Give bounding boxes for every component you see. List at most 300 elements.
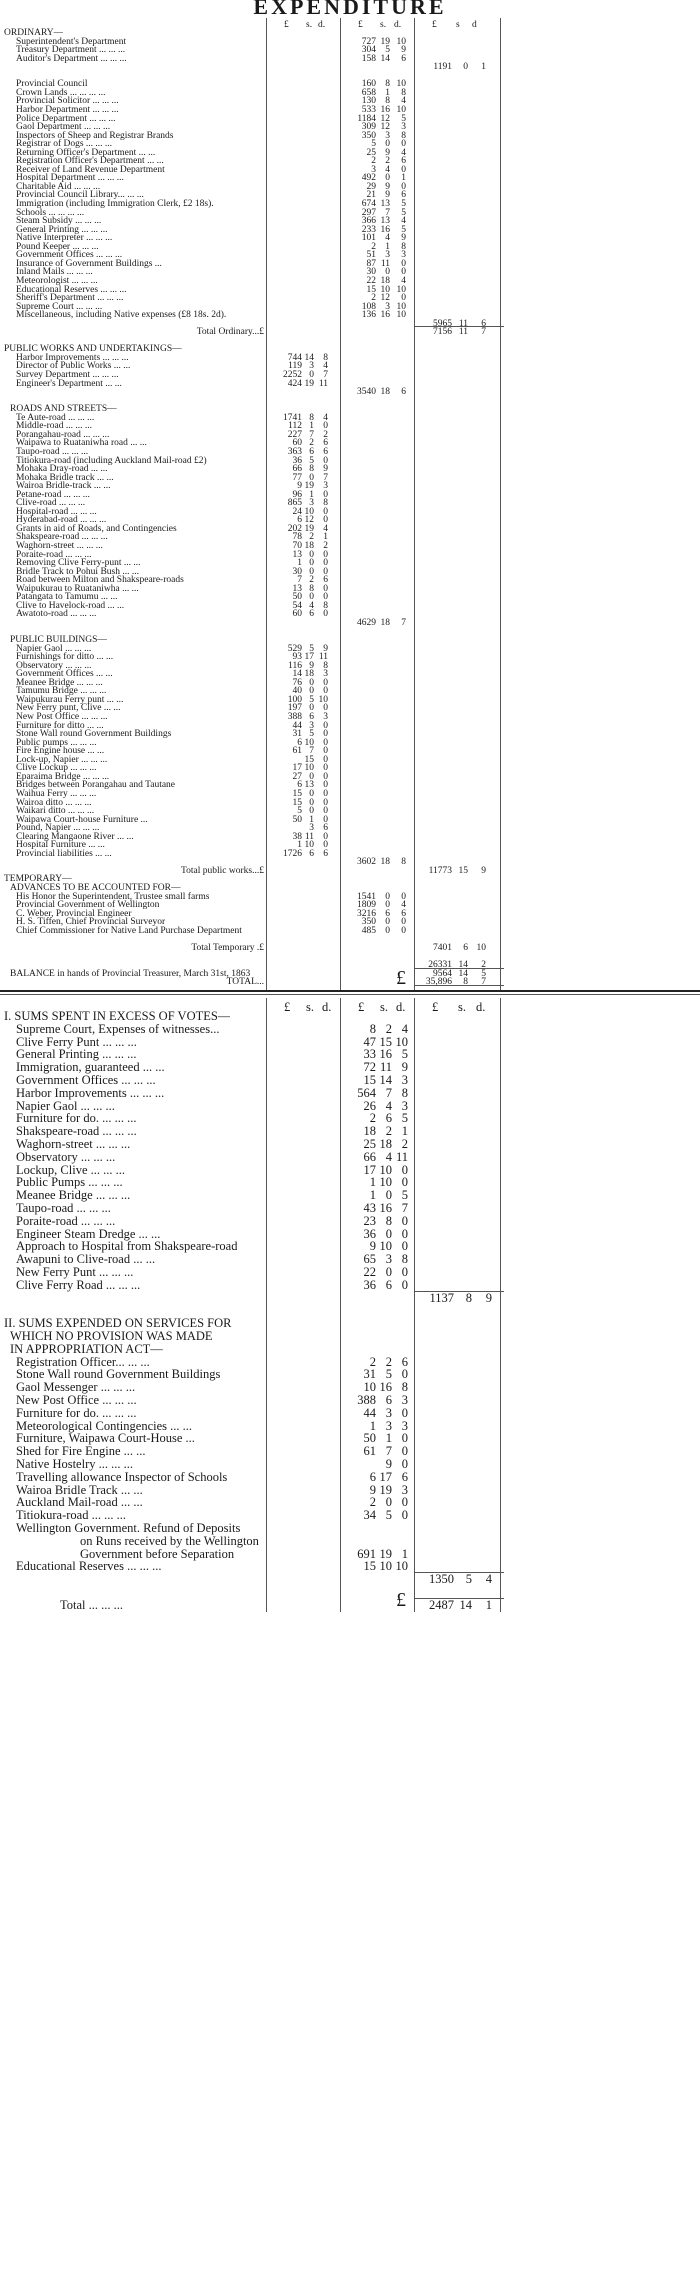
amount-pounds: 1350 [429,1572,454,1587]
column-header: £ [358,20,363,30]
row-label: Travelling allowance Inspector of Schools [16,1470,228,1484]
amount-pounds: 6 [297,780,302,791]
amount-pounds: 76 [292,677,302,688]
amount-pounds: 36 [363,1226,376,1241]
amount-shillings: 8 [309,464,314,475]
amount-shillings: 13 [304,780,314,791]
row-label: Clive-road ... ... ... [16,498,86,509]
amount-pence: 9 [323,464,328,475]
amount-shillings: 6 [309,446,314,457]
row-label: Crown Lands ... ... ... ... [16,87,106,98]
amount-pounds: 24 [292,506,302,517]
table-row [0,1100,700,1113]
amount-pence: 0 [401,181,406,192]
amount-shillings: 3 [385,130,390,141]
table-row [0,1215,700,1228]
amount-shillings: 2 [309,532,314,543]
amount-pounds: 744 [287,352,302,363]
amount-pounds: 492 [361,173,376,184]
row-label: Pound, Napier ... ... ... [16,823,100,834]
row-label: Government Offices ... ... ... [16,1074,156,1087]
amount-pounds: 2487 [429,1597,454,1612]
column-header: s. [380,1000,388,1014]
row-label: Government Offices ... ... ... [16,250,123,261]
amount-shillings: 11 [380,258,390,269]
row-label: Hospital-road ... ... ... [16,506,97,517]
amount-shillings: 5 [309,455,314,466]
amount-shillings: 10 [379,1175,392,1190]
amount-shillings: 4 [385,233,390,244]
amount-shillings: 8 [465,1290,472,1305]
table-row [0,1599,700,1612]
amount-pence: 6 [323,575,328,586]
amount-pounds: 727 [361,36,376,47]
row-label: Supreme Court, Expenses of witnesses... [16,1022,220,1036]
amount-pence: 9 [401,45,406,56]
row-label: Registration Officer... ... ... [16,1355,150,1369]
amount-pence: 4 [401,1021,408,1036]
amount-pence: 8 [323,600,328,611]
row-label: Awatoto-road ... ... ... [16,609,97,620]
row-label: Sheriff's Department ... ... ... [16,293,124,304]
amount-shillings: 7 [309,746,314,757]
amount-shillings: 9 [385,147,390,158]
amount-pence: 0 [401,891,406,902]
pound-sign: £ [396,1588,406,1611]
amount-pounds: 43 [363,1201,376,1215]
row-label: Eparaima Bridge ... ... ... [16,771,110,782]
table-row [0,1087,700,1100]
amount-shillings: 11 [458,327,468,338]
amount-shillings: 0 [385,173,390,184]
amount-pence: 0 [323,840,328,851]
amount-pounds: 87 [366,258,376,269]
row-label: Charitable Aid ... ... ... [16,181,101,192]
table-row [0,1586,700,1599]
amount-shillings: 0 [385,1226,392,1241]
amount-shillings: 14 [458,959,468,970]
amount-pounds: 1 [369,1188,376,1203]
table-row [0,1125,700,1138]
amount-shillings: 6 [309,609,314,620]
row-label: ORDINARY— [4,28,64,38]
amount-pence: 0 [323,506,328,517]
row-label: Total ... ... ... [60,1598,124,1612]
amount-shillings: 8 [385,1213,392,1228]
row-label: Provincial Solicitor ... ... ... [16,96,119,107]
row-label: Provincial Government of Wellington [16,900,160,911]
amount-pounds: 77 [292,472,302,483]
amount-shillings: 8 [385,96,390,107]
row-label: Napier Gaol ... ... ... [16,1099,115,1113]
amount-pounds: 15 [292,797,302,808]
amount-pence: 3 [401,1073,408,1087]
amount-pence: 5 [401,1111,408,1126]
amount-shillings: 12 [380,113,390,124]
amount-pounds: 3 [371,164,376,175]
amount-pounds: 34 [363,1508,376,1523]
amount-pence: 6 [401,1354,408,1369]
row-label: New Post Office ... ... ... [16,712,108,722]
row-label: Taupo-road ... ... ... [16,446,89,457]
table-row [0,1368,700,1381]
table-row [0,1394,700,1407]
amount-shillings: 8 [463,977,468,988]
amount-pence: 5 [401,1047,408,1062]
amount-pounds: 9 [369,1482,376,1497]
amount-pence: 2 [401,1137,408,1151]
row-label: Provincial Council Library... ... ... [16,190,144,201]
amount-pounds: 7401 [433,942,452,953]
amount-pounds: 529 [287,643,302,654]
row-label: Insurance of Government Buildings ... [16,258,162,269]
amount-pounds: 44 [292,720,302,731]
row-label: Meteorologist ... ... ... [16,275,98,286]
amount-shillings: 4 [385,1149,392,1164]
amount-shillings: 3 [309,823,314,834]
amount-pence: 10 [396,284,406,295]
row-label: Native Hostelry ... ... ... [16,1458,133,1471]
amount-pounds: 108 [361,301,376,312]
row-label: Te Aute-road ... ... ... [16,412,95,423]
amount-pence: 8 [401,87,406,98]
row-label: Mohaka Bridle track ... ... [16,472,114,483]
row-label: Shakspeare-road ... ... ... [16,532,108,543]
table-row [0,1484,700,1497]
amount-pence: 10 [396,301,406,312]
amount-pounds: 33 [363,1047,376,1062]
amount-pounds: 50 [292,814,302,825]
amount-pounds: 533 [361,104,376,115]
row-label: Public pumps ... ... ... [16,737,97,748]
amount-shillings: 0 [385,900,390,911]
amount-shillings: 15 [304,754,314,765]
amount-shillings: 0 [309,806,314,817]
amount-pence: 10 [396,36,406,47]
row-label: Bridges between Porangahau and Tautane [16,780,176,791]
amount-pounds: 18 [363,1124,376,1139]
amount-shillings: 6 [385,1277,392,1292]
amount-pence: 9 [485,1290,492,1305]
amount-shillings: 13 [380,216,390,227]
amount-shillings: 12 [380,293,390,304]
table-row [0,1522,700,1535]
amount-pence: 0 [401,1367,408,1382]
row-label: Police Department ... ... ... [16,113,116,124]
amount-shillings: 0 [385,1265,392,1279]
amount-pounds: 674 [361,199,376,209]
row-label: Waipawa Court-house Furniture ... [16,814,148,825]
amount-pence: 6 [323,446,328,457]
amount-pence: 8 [323,660,328,671]
amount-shillings: 9 [385,190,390,201]
amount-pence: 0 [323,703,328,714]
amount-shillings: 18 [304,541,314,551]
row-label: PUBLIC BUILDINGS— [10,635,107,646]
amount-pence: 4 [485,1572,492,1587]
row-label: Patangata to Tamumu ... ... [16,592,118,603]
amount-pounds: 9564 [433,968,452,979]
amount-shillings: 0 [385,917,390,928]
amount-pounds: 309 [361,122,376,133]
row-label: Wairoa Bridle-track ... ... [16,481,111,492]
amount-pounds: 116 [288,660,302,671]
amount-pounds: 136 [361,310,376,321]
row-label: Observatory ... ... ... [16,1150,116,1164]
amount-pence: 3 [401,250,406,261]
row-label: New Post Office ... ... ... [16,1394,137,1407]
row-label: ADVANCES TO BE ACCOUNTED FOR— [10,883,181,893]
amount-pounds: 424 [287,378,302,389]
amount-shillings: 2 [309,575,314,586]
amount-pounds: 17 [363,1162,376,1177]
amount-shillings: 18 [304,669,314,680]
table-row [0,1548,700,1561]
row-label: IN APPROPRIATION ACT— [10,1342,163,1356]
amount-pence: 3 [401,1418,408,1433]
pound-sign: £ [396,967,406,990]
amount-pence: 6 [481,318,486,329]
row-label: Clive Ferry Road ... ... ... [16,1278,141,1292]
amount-shillings: 10 [379,1162,392,1177]
amount-pence: 7 [481,327,486,338]
column-header: £ [358,1000,365,1014]
amount-pounds: 6 [297,737,302,748]
amount-pence: 0 [323,609,328,620]
amount-shillings: 10 [304,737,314,748]
amount-shillings: 5 [385,1367,392,1382]
amount-shillings: 16 [380,224,390,235]
amount-pence: 5 [401,199,406,209]
amount-pounds: 93 [292,652,302,663]
row-label: His Honor the Superintendent, Trustee small farms [16,891,210,902]
amount-pence: 3 [401,1482,408,1497]
amount-pence: 10 [396,79,406,90]
amount-pence: 0 [401,1431,408,1446]
amount-pounds: 119 [288,361,302,372]
column-header: £ [284,20,289,30]
amount-pounds: 101 [361,233,376,244]
amount-shillings: 19 [379,1482,392,1497]
amount-pence: 4 [401,96,406,107]
amount-shillings: 16 [379,1380,392,1395]
row-label: on Runs received by the Wellington [80,1534,259,1548]
amount-shillings: 14 [458,968,468,979]
table-row [0,1266,700,1279]
row-label: Treasury Department ... ... ... [16,45,126,56]
row-label: Titiokura-road (including Auckland Mail-road £2) [16,455,207,466]
amount-pence: 0 [323,720,328,731]
row-label: Schools ... ... ... ... [16,207,85,218]
amount-pounds: 15 [363,1559,376,1574]
amount-shillings: 4 [309,600,314,611]
column-rule [340,998,341,1612]
table-row [0,1304,700,1317]
amount-pence: 8 [401,1085,408,1100]
amount-pounds: 9 [297,481,302,492]
table-row [0,1023,700,1036]
amount-pence: 0 [401,1265,408,1279]
amount-pence: 1 [401,1546,408,1561]
amount-shillings: 0 [309,771,314,782]
amount-pounds: 1137 [429,1290,454,1305]
row-label: Supreme Court ... ... ... [16,301,103,312]
amount-pence: 0 [401,293,406,304]
total-rule [414,1598,504,1599]
amount-pounds: 304 [361,45,376,56]
amount-pence: 0 [401,917,406,928]
row-label: Bridle Track to Pohui Bush ... ... [16,566,139,577]
amount-pounds: 363 [287,446,302,457]
row-label: Receiver of Land Revenue Department [16,164,165,175]
row-label: Lockup, Clive ... ... ... [16,1163,126,1177]
row-label: Poraite-road ... ... ... [16,1214,116,1228]
amount-pounds: 54 [292,600,302,611]
amount-pence: 9 [401,233,406,244]
amount-pounds: 23 [363,1213,376,1228]
amount-pence: 10 [395,1034,408,1049]
amount-pence: 0 [401,1175,408,1190]
amount-pounds: 5 [371,139,376,150]
column-header: d. [322,1000,332,1014]
amount-shillings: 3 [309,498,314,509]
row-label: Clive to Havelock-road ... ... [16,600,125,611]
table-row [0,1509,700,1522]
amount-shillings: 6 [385,1111,392,1126]
amount-pounds: 3540 [357,387,376,398]
amount-shillings: 11 [304,831,314,842]
amount-shillings: 0 [385,267,390,278]
amount-pence: 0 [323,558,328,569]
table-row [0,1202,700,1215]
amount-pounds: 15 [363,1073,376,1087]
amount-shillings: 0 [309,788,314,799]
amount-pence: 8 [401,241,406,252]
table-row [0,1074,700,1087]
total-rule [414,1291,504,1292]
total-rule [414,985,504,986]
amount-shillings: 10 [304,840,314,851]
amount-pounds: 11773 [428,865,452,876]
row-label: Superintendent's Department [16,36,127,47]
row-label: Total public works...£ [181,865,264,876]
table-row [0,1573,700,1586]
amount-shillings: 11 [379,1060,392,1075]
row-label: Fire Engine house ... ... [16,746,105,757]
amount-pounds: 22 [366,275,376,286]
amount-pence: 6 [323,848,328,859]
row-label: Inland Mails ... ... ... [16,267,93,278]
amount-pence: 5 [401,207,406,218]
row-label: Hospital Department ... ... ... [16,173,124,184]
amount-shillings: 0 [309,677,314,688]
table-row [0,1432,700,1445]
amount-shillings: 15 [458,865,468,876]
amount-shillings: 0 [385,925,390,936]
amount-pounds: 22 [363,1265,376,1279]
amount-pounds: 14 [292,669,302,680]
amount-pence: 0 [323,592,328,603]
amount-pounds: 233 [361,224,376,235]
amount-pence: 4 [323,361,328,372]
row-label: II. SUMS EXPENDED ON SERVICES FOR [4,1317,232,1331]
row-label: Approach to Hospital from Shakspeare-road [16,1240,238,1254]
amount-pounds: 96 [292,489,302,500]
amount-pounds: 36 [292,455,302,466]
amount-pence: 9 [401,1060,408,1075]
amount-pounds: 366 [361,216,376,227]
column-header: s [456,20,460,30]
amount-pounds: 160 [361,79,376,90]
amount-pence: 5 [481,968,486,979]
amount-pence: 8 [401,1380,408,1395]
amount-shillings: 18 [380,617,390,628]
amount-pounds: 13 [292,549,302,560]
amount-shillings: 8 [309,412,314,423]
column-rule [266,18,267,991]
amount-pounds: 40 [292,686,302,697]
amount-pence: 2 [323,429,328,440]
amount-shillings: 0 [385,1495,392,1510]
amount-pounds: 350 [361,917,376,928]
table-row [0,1279,700,1292]
row-label: Road between Milton and Shakspeare-roads [16,575,184,586]
amount-pounds: 31 [292,729,302,740]
row-label: Total Temporary .£ [191,942,264,953]
amount-pence: 3 [401,122,406,133]
amount-pence: 4 [401,147,406,158]
amount-pence: 0 [323,780,328,791]
amount-pence: 1 [401,1124,408,1139]
row-label: Awapuni to Clive-road ... ... [16,1253,156,1267]
amount-pounds: 2 [369,1495,376,1510]
row-label: Immigration (including Immigration Clerk, £2 18s). [16,199,214,209]
amount-pence: 9 [481,865,486,876]
row-label: Hospital Furniture ... ... [16,840,105,851]
row-label: Educational Reserves ... ... ... [16,284,127,295]
amount-pounds: 564 [357,1085,376,1100]
row-label: Meteorological Contingencies ... ... [16,1419,193,1433]
column-rule [500,998,501,1612]
table-row [0,1189,700,1202]
amount-pence: 8 [323,352,328,363]
amount-pence: 1 [485,1597,492,1612]
amount-pounds: 485 [361,925,376,936]
amount-pence: 1 [323,532,328,543]
amount-pounds: 17 [292,763,302,774]
amount-pence: 3 [323,481,328,492]
amount-pounds: 1741 [283,412,302,423]
amount-pounds: 158 [361,53,376,64]
column-rule [340,18,341,991]
column-rule [414,18,415,991]
amount-pounds: 658 [361,87,376,98]
amount-pounds: 350 [361,130,376,141]
amount-pence: 0 [401,925,406,936]
row-label: Stone Wall round Government Buildings [16,729,172,740]
amount-shillings: 0 [385,1188,392,1203]
row-label: Titiokura-road ... ... ... [16,1509,126,1523]
total-rule [414,968,504,969]
amount-shillings: 2 [385,1354,392,1369]
row-label: Gaol Department ... ... ... [16,122,111,133]
row-label: New Ferry punt, Clive ... ... [16,703,121,714]
amount-pence: 0 [401,1239,408,1254]
row-label: Provincial Council [16,79,88,90]
amount-pounds: 2 [369,1354,376,1369]
amount-pence: 3 [401,1393,408,1407]
amount-pounds: 7156 [433,327,452,338]
